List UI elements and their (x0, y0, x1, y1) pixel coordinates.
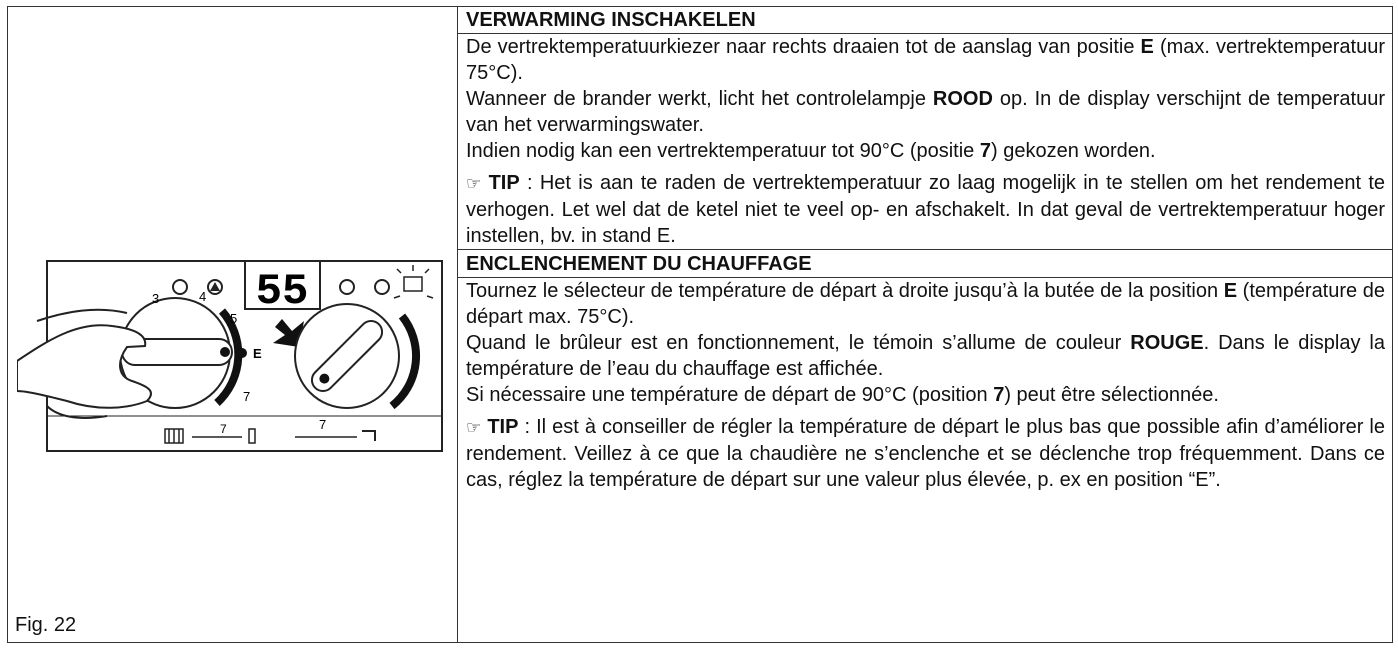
position-e-marker (237, 348, 247, 358)
dial-label-3: 3 (152, 291, 160, 306)
hw-label-7: 7 (319, 417, 327, 432)
paragraph-nl-1: De vertrektemperatuurkiezer naar rechts draaien tot de aanslag van positie E (max. vertrektemperatuur 75°C). (466, 36, 1385, 84)
tip-nl: ☞ TIP : Het is aan te raden de vertrektemperatuur zo laag mogelijk in te stellen om het rendement te verhogen. Let wel dat de ketel niet te veel op- en afschakelt. In dat geval de vertrektemperatuur hoger instellen, bv. in stand E. (466, 172, 1385, 247)
paragraph-fr-3: Si nécessaire une température de départ de 90°C (position 7) peut être sélectionnée. (466, 384, 1219, 406)
dial-label-e: E (253, 346, 262, 361)
eco-icon (375, 280, 389, 294)
tip-fr: ☞ TIP : Il est à conseiller de régler la température de départ le plus bas que possible afin d’améliorer le rendement. Veillez à ce que la chaudière ne s’enclenche et se déclenche trop fréquemment. Dans ce cas, réglez la température de départ sur une valeur plus élevée, p. ex en position “E”. (466, 416, 1386, 491)
dial-label-4: 4 (199, 289, 207, 304)
section-heading-nl: VERWARMING INSCHAKELEN (458, 6, 1393, 34)
radiator-icon (165, 429, 183, 443)
tap-icon (362, 431, 375, 441)
paragraph-nl-2: Wanneer de brander werkt, licht het controlelampje ROOD op. In de display verschijnt de temperatuur van het verwarmingswater. (466, 88, 1386, 136)
thermometer-icon (249, 429, 255, 443)
flame-icon (173, 280, 187, 294)
dial-label-5: 5 (230, 311, 238, 326)
paragraph-fr-2: Quand le brûleur est en fonctionnement, le témoin s’allume de couleur ROUGE. Dans le display la température de l’eau du chauffage est affichée. (466, 332, 1385, 380)
dial-pointer (220, 347, 230, 357)
pointing-hand-icon: ☞ (466, 174, 482, 193)
section-heading-fr: ENCLENCHEMENT DU CHAUFFAGE (458, 249, 1393, 278)
paragraph-nl-3: Indien nodig kan een vertrektemperatuur tot 90°C (positie 7) gekozen worden. (466, 140, 1156, 162)
boiler-control-panel-illustration (17, 251, 447, 461)
figure-cell (7, 6, 458, 643)
wrench-icon (340, 280, 354, 294)
text-column (458, 6, 1393, 493)
lamp-rays (394, 265, 433, 298)
figure-caption: Fig. 22 (15, 614, 77, 636)
warning-triangle (210, 282, 220, 291)
display-value: 55 (255, 267, 309, 317)
lamp-icon (404, 277, 422, 291)
scale-label-7: 7 (220, 422, 227, 436)
paragraph-fr-1: Tournez le sélecteur de température de départ à droite jusqu’à la butée de la position E (température de départ max. 75°C). (466, 280, 1385, 328)
pointing-hand-icon: ☞ (466, 418, 482, 437)
dial-label-7: 7 (243, 389, 251, 404)
